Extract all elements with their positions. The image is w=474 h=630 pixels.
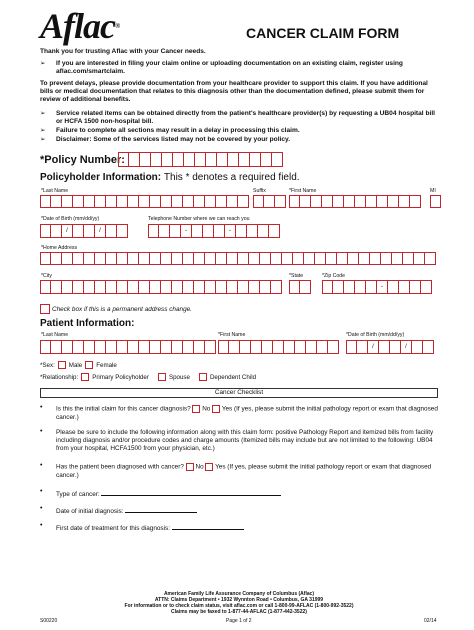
checklist-heading: Cancer Checklist <box>40 388 438 398</box>
input-cell[interactable] <box>269 224 280 238</box>
input-cell[interactable] <box>40 340 51 354</box>
input-cell[interactable] <box>150 195 161 208</box>
input-cell[interactable] <box>106 280 117 294</box>
input-cell[interactable] <box>333 195 344 208</box>
input-cell[interactable] <box>205 252 216 265</box>
input-cell[interactable] <box>238 195 249 208</box>
bullet-icon: • <box>40 505 43 512</box>
input-cell[interactable] <box>84 280 95 294</box>
ph-last-name-field[interactable] <box>40 195 249 208</box>
input-cell[interactable] <box>206 152 217 167</box>
input-cell[interactable]: - <box>377 280 388 294</box>
ph-mi-field[interactable] <box>430 195 441 208</box>
input-cell[interactable] <box>218 340 229 354</box>
input-cell[interactable] <box>271 252 282 265</box>
input-cell[interactable] <box>273 340 284 354</box>
input-cell[interactable] <box>172 340 183 354</box>
input-cell[interactable] <box>194 252 205 265</box>
ph-mi-label: MI <box>430 188 436 194</box>
input-cell[interactable] <box>51 252 62 265</box>
input-cell[interactable] <box>377 195 388 208</box>
input-cell[interactable] <box>317 340 328 354</box>
input-cell[interactable] <box>106 252 117 265</box>
input-cell[interactable] <box>106 195 117 208</box>
ph-first-name-field[interactable] <box>289 195 421 208</box>
input-cell[interactable] <box>239 152 250 167</box>
input-cell[interactable] <box>106 340 117 354</box>
input-cell[interactable] <box>95 195 106 208</box>
input-cell[interactable] <box>51 280 62 294</box>
input-cell[interactable] <box>326 252 337 265</box>
input-cell[interactable] <box>247 224 258 238</box>
input-cell[interactable] <box>423 340 434 354</box>
input-cell[interactable]: / <box>401 340 412 354</box>
ph-zip-field[interactable] <box>322 280 432 294</box>
input-cell[interactable] <box>236 224 247 238</box>
input-cell[interactable] <box>73 224 84 238</box>
input-cell[interactable] <box>73 340 84 354</box>
input-cell[interactable] <box>229 340 240 354</box>
input-cell[interactable]: / <box>95 224 106 238</box>
input-cell[interactable] <box>388 195 399 208</box>
input-cell[interactable] <box>403 252 414 265</box>
footer-info: For information or to check claim status, visit aflac.com or call 1-800-99-AFLAC (1-800-992-3522) <box>124 603 354 609</box>
input-cell[interactable] <box>183 280 194 294</box>
input-cell[interactable] <box>73 195 84 208</box>
input-cell[interactable]: / <box>368 340 379 354</box>
input-cell[interactable] <box>293 252 304 265</box>
input-cell[interactable] <box>139 252 150 265</box>
initial-diagnosis-input[interactable] <box>125 506 197 513</box>
thanks-text: Thank you for trusting Aflac with your Cancer needs. <box>40 48 206 55</box>
input-cell[interactable] <box>227 195 238 208</box>
input-cell[interactable] <box>253 195 264 208</box>
input-cell[interactable] <box>195 152 206 167</box>
bullet-icon: • <box>40 428 43 435</box>
page-number: Page 1 of 2 <box>226 618 252 624</box>
input-cell[interactable] <box>238 252 249 265</box>
pt-last-name-field[interactable] <box>40 340 216 354</box>
input-cell[interactable] <box>264 195 275 208</box>
input-cell[interactable] <box>95 280 106 294</box>
input-cell[interactable] <box>205 195 216 208</box>
q2-text: Please be sure to include the following information along with this claim form: positive Pathology Report and itemized bills from facility including diagnosis and/or procedure codes and charge amounts (Itemized bills may include but are not limited to the following: UB04 from your hospital, HCFA1500 from your physician, etc.) <box>56 429 434 452</box>
input-cell[interactable] <box>300 280 311 294</box>
footer-address: ATTN: Claims Department • 1932 Wynnton Road • Columbus, GA 31999 <box>154 597 324 603</box>
input-cell[interactable] <box>51 224 62 238</box>
input-cell[interactable] <box>183 252 194 265</box>
form-id: S00220 <box>40 618 58 624</box>
input-cell[interactable] <box>414 252 425 265</box>
input-cell[interactable] <box>289 280 300 294</box>
input-cell[interactable] <box>289 195 300 208</box>
policyholder-heading: Policyholder Information: This * denotes a required field. <box>40 172 300 183</box>
input-cell[interactable] <box>40 280 51 294</box>
patient-heading: Patient Information: <box>40 318 135 329</box>
input-cell[interactable] <box>150 280 161 294</box>
input-cell[interactable] <box>346 340 357 354</box>
first-treatment-row: First date of treatment for this diagnosis: <box>56 523 244 533</box>
ph-state-field[interactable] <box>289 280 311 294</box>
input-cell[interactable] <box>216 195 227 208</box>
input-cell[interactable] <box>139 340 150 354</box>
type-of-cancer-input[interactable] <box>101 489 281 496</box>
input-cell[interactable] <box>228 152 239 167</box>
ph-dob-field[interactable] <box>40 224 128 238</box>
input-cell[interactable] <box>344 195 355 208</box>
input-cell[interactable] <box>355 195 366 208</box>
input-cell[interactable] <box>129 152 140 167</box>
q1-no-checkbox[interactable] <box>192 405 200 413</box>
input-cell[interactable] <box>399 195 410 208</box>
input-cell[interactable] <box>421 280 432 294</box>
input-cell[interactable] <box>173 152 184 167</box>
input-cell[interactable] <box>366 280 377 294</box>
sex-male-checkbox[interactable] <box>58 361 66 369</box>
input-cell[interactable] <box>150 340 161 354</box>
ph-address-field[interactable] <box>40 252 436 265</box>
input-cell[interactable] <box>322 280 333 294</box>
input-cell[interactable] <box>366 195 377 208</box>
form-title: CANCER CLAIM FORM <box>246 25 400 41</box>
ph-state-label: *State <box>289 273 304 279</box>
smartclaim-bullet: ➢ If you are interested in filing your claim online or uploading documentation on an existing claim, register using aflac.com/smartclaim. <box>40 60 403 75</box>
footer-company: American Family Life Assurance Company of Columbus (Aflac) <box>163 591 315 597</box>
input-cell[interactable] <box>390 340 401 354</box>
address-change-checkbox[interactable] <box>40 304 50 314</box>
input-cell[interactable] <box>388 280 399 294</box>
input-cell[interactable] <box>62 252 73 265</box>
input-cell[interactable] <box>238 280 249 294</box>
input-cell[interactable] <box>249 280 260 294</box>
input-cell[interactable] <box>128 280 139 294</box>
input-cell[interactable] <box>271 280 282 294</box>
input-cell[interactable] <box>333 280 344 294</box>
input-cell[interactable] <box>194 195 205 208</box>
input-cell[interactable] <box>205 280 216 294</box>
input-cell[interactable] <box>170 224 181 238</box>
type-of-cancer-row: Type of cancer: <box>56 489 281 499</box>
pt-dob-label: *Date of Birth (mm/dd/yy) <box>346 332 405 338</box>
arrow-icon: ➢ <box>40 127 46 134</box>
input-cell[interactable] <box>381 252 392 265</box>
disclaimer-bullet: ➢ Disclaimer: Some of the services listed may not be covered by your policy. <box>40 136 291 143</box>
initial-diagnosis-row: Date of initial diagnosis: <box>56 506 197 516</box>
first-treatment-input[interactable] <box>172 523 244 530</box>
input-cell[interactable]: - <box>181 224 192 238</box>
q1-yes-checkbox[interactable] <box>212 405 220 413</box>
service-bullet: ➢ Service related items can be obtained directly from the patient's healthcare provider(s) by requesting a UB04 hospital bill or HCFA 1500 non-hospital bill. <box>40 110 435 125</box>
input-cell[interactable]: - <box>225 224 236 238</box>
input-cell[interactable] <box>95 340 106 354</box>
input-cell[interactable] <box>430 195 441 208</box>
input-cell[interactable] <box>95 252 106 265</box>
input-cell[interactable] <box>311 195 322 208</box>
input-cell[interactable] <box>282 252 293 265</box>
input-cell[interactable] <box>194 280 205 294</box>
sex-row: *Sex: Male Female <box>40 361 117 369</box>
input-cell[interactable] <box>84 195 95 208</box>
arrow-icon: ➢ <box>40 110 46 117</box>
input-cell[interactable] <box>62 340 73 354</box>
input-cell[interactable] <box>139 195 150 208</box>
input-cell[interactable] <box>40 224 51 238</box>
input-cell[interactable] <box>183 340 194 354</box>
input-cell[interactable] <box>151 152 162 167</box>
bullet-icon: • <box>40 462 43 469</box>
policy-number-field[interactable] <box>118 152 283 167</box>
input-cell[interactable] <box>227 252 238 265</box>
input-cell[interactable] <box>117 280 128 294</box>
input-cell[interactable] <box>300 195 311 208</box>
footer-fax: Claims may be faxed to 1-877-44-AFLAC (1-877-442-3522) <box>171 609 307 615</box>
input-cell[interactable] <box>205 340 216 354</box>
ph-dob-label: *Date of Birth (mm/dd/yy) <box>41 216 100 222</box>
input-cell[interactable] <box>272 152 283 167</box>
input-cell[interactable] <box>161 195 172 208</box>
input-cell[interactable] <box>315 252 326 265</box>
bullet-icon: • <box>40 522 43 529</box>
form-date: 02/14 <box>424 618 437 624</box>
pt-first-name-field[interactable] <box>218 340 339 354</box>
ph-suffix-label: Suffix <box>253 188 266 194</box>
ph-phone-field[interactable] <box>148 224 280 238</box>
input-cell[interactable] <box>250 152 261 167</box>
ph-phone-label: Telephone Number where we can reach you <box>148 216 250 222</box>
input-cell[interactable] <box>51 195 62 208</box>
input-cell[interactable] <box>192 224 203 238</box>
input-cell[interactable] <box>370 252 381 265</box>
input-cell[interactable] <box>117 195 128 208</box>
input-cell[interactable] <box>216 252 227 265</box>
input-cell[interactable] <box>172 252 183 265</box>
input-cell[interactable] <box>284 340 295 354</box>
input-cell[interactable] <box>295 340 306 354</box>
input-cell[interactable] <box>84 224 95 238</box>
bullet-icon: • <box>40 404 43 411</box>
input-cell[interactable] <box>227 280 238 294</box>
input-cell[interactable] <box>304 252 315 265</box>
input-cell[interactable] <box>392 252 403 265</box>
input-cell[interactable] <box>148 224 159 238</box>
input-cell[interactable] <box>161 280 172 294</box>
aflac-logo: Aflac® <box>40 6 120 46</box>
input-cell[interactable] <box>240 340 251 354</box>
input-cell[interactable] <box>251 340 262 354</box>
ph-suffix-field[interactable] <box>253 195 286 208</box>
q1-row: Is this the initial claim for this cancer diagnosis? No Yes (If yes, please submit the initial pathology report or exam that diagnosed cancer.) <box>56 405 438 421</box>
input-cell[interactable] <box>337 252 348 265</box>
input-cell[interactable] <box>260 280 271 294</box>
policy-number-label: *Policy Number: <box>40 154 125 166</box>
input-cell[interactable]: / <box>62 224 73 238</box>
input-cell[interactable] <box>161 252 172 265</box>
input-cell[interactable] <box>214 224 225 238</box>
address-change-row: Check box if this is a permanent address change. <box>40 304 192 314</box>
input-cell[interactable] <box>379 340 390 354</box>
input-cell[interactable] <box>183 195 194 208</box>
ph-city-label: *City <box>41 273 52 279</box>
input-cell[interactable] <box>355 280 366 294</box>
input-cell[interactable] <box>262 340 273 354</box>
failure-bullet: ➢ Failure to complete all sections may result in a delay in processing this claim. <box>40 127 300 134</box>
sex-female-checkbox[interactable] <box>85 361 93 369</box>
arrow-icon: ➢ <box>40 136 46 143</box>
input-cell[interactable] <box>425 252 436 265</box>
input-cell[interactable] <box>117 224 128 238</box>
input-cell[interactable] <box>357 340 368 354</box>
q3-row: Has the patient been diagnosed with cancer? No Yes (If yes, please submit the initial pathology report or exam that diagnosed cancer.) <box>56 463 432 479</box>
input-cell[interactable] <box>161 340 172 354</box>
input-cell[interactable] <box>62 280 73 294</box>
input-cell[interactable] <box>118 152 129 167</box>
q3-no-checkbox[interactable] <box>186 463 194 471</box>
input-cell[interactable] <box>51 340 62 354</box>
input-cell[interactable] <box>84 340 95 354</box>
ph-first-name-label: *First Name <box>289 188 317 194</box>
input-cell[interactable] <box>348 252 359 265</box>
input-cell[interactable] <box>261 152 272 167</box>
input-cell[interactable] <box>117 252 128 265</box>
input-cell[interactable] <box>40 252 51 265</box>
input-cell[interactable] <box>194 340 205 354</box>
arrow-icon: ➢ <box>40 60 46 67</box>
input-cell[interactable] <box>172 195 183 208</box>
relationship-spouse-checkbox[interactable] <box>158 373 166 381</box>
input-cell[interactable] <box>216 280 227 294</box>
relationship-child-checkbox[interactable] <box>199 373 207 381</box>
input-cell[interactable] <box>162 152 173 167</box>
input-cell[interactable] <box>73 280 84 294</box>
bullet-icon: • <box>40 488 43 495</box>
pt-last-name-label: *Last Name <box>41 332 69 338</box>
input-cell[interactable] <box>410 195 421 208</box>
input-cell[interactable] <box>322 195 333 208</box>
input-cell[interactable] <box>217 152 228 167</box>
input-cell[interactable] <box>128 252 139 265</box>
input-cell[interactable] <box>184 152 195 167</box>
input-cell[interactable] <box>117 340 128 354</box>
input-cell[interactable] <box>128 340 139 354</box>
pt-first-name-label: *First Name <box>218 332 246 338</box>
input-cell[interactable] <box>249 252 260 265</box>
input-cell[interactable] <box>84 252 95 265</box>
input-cell[interactable] <box>412 340 423 354</box>
input-cell[interactable] <box>328 340 339 354</box>
input-cell[interactable] <box>128 195 139 208</box>
input-cell[interactable] <box>203 224 214 238</box>
q3-yes-checkbox[interactable] <box>205 463 213 471</box>
ph-last-name-label: *Last Name <box>41 188 69 194</box>
ph-city-field[interactable] <box>40 280 282 294</box>
relationship-row: *Relationship: Primary Policyholder Spouse Dependent Child <box>40 373 257 381</box>
input-cell[interactable] <box>359 252 370 265</box>
ph-address-label: *Home Address <box>41 245 78 251</box>
input-cell[interactable] <box>399 280 410 294</box>
delay-text: To prevent delays, please provide documentation from your healthcare provider to support this claim. If you have additional bills or medical documentation that relates to this diagnosis other than the documentation defined, please submit them for review of additional benefits. <box>40 80 428 103</box>
input-cell[interactable] <box>139 280 150 294</box>
input-cell[interactable] <box>140 152 151 167</box>
input-cell[interactable] <box>258 224 269 238</box>
input-cell[interactable] <box>410 280 421 294</box>
ph-zip-label: *Zip Code <box>322 273 346 279</box>
input-cell[interactable] <box>62 195 73 208</box>
input-cell[interactable] <box>106 224 117 238</box>
input-cell[interactable] <box>73 252 84 265</box>
input-cell[interactable] <box>344 280 355 294</box>
input-cell[interactable] <box>275 195 286 208</box>
relationship-primary-checkbox[interactable] <box>81 373 89 381</box>
input-cell[interactable] <box>260 252 271 265</box>
input-cell[interactable] <box>159 224 170 238</box>
input-cell[interactable] <box>150 252 161 265</box>
pt-dob-field[interactable] <box>346 340 434 354</box>
input-cell[interactable] <box>306 340 317 354</box>
input-cell[interactable] <box>40 195 51 208</box>
input-cell[interactable] <box>172 280 183 294</box>
